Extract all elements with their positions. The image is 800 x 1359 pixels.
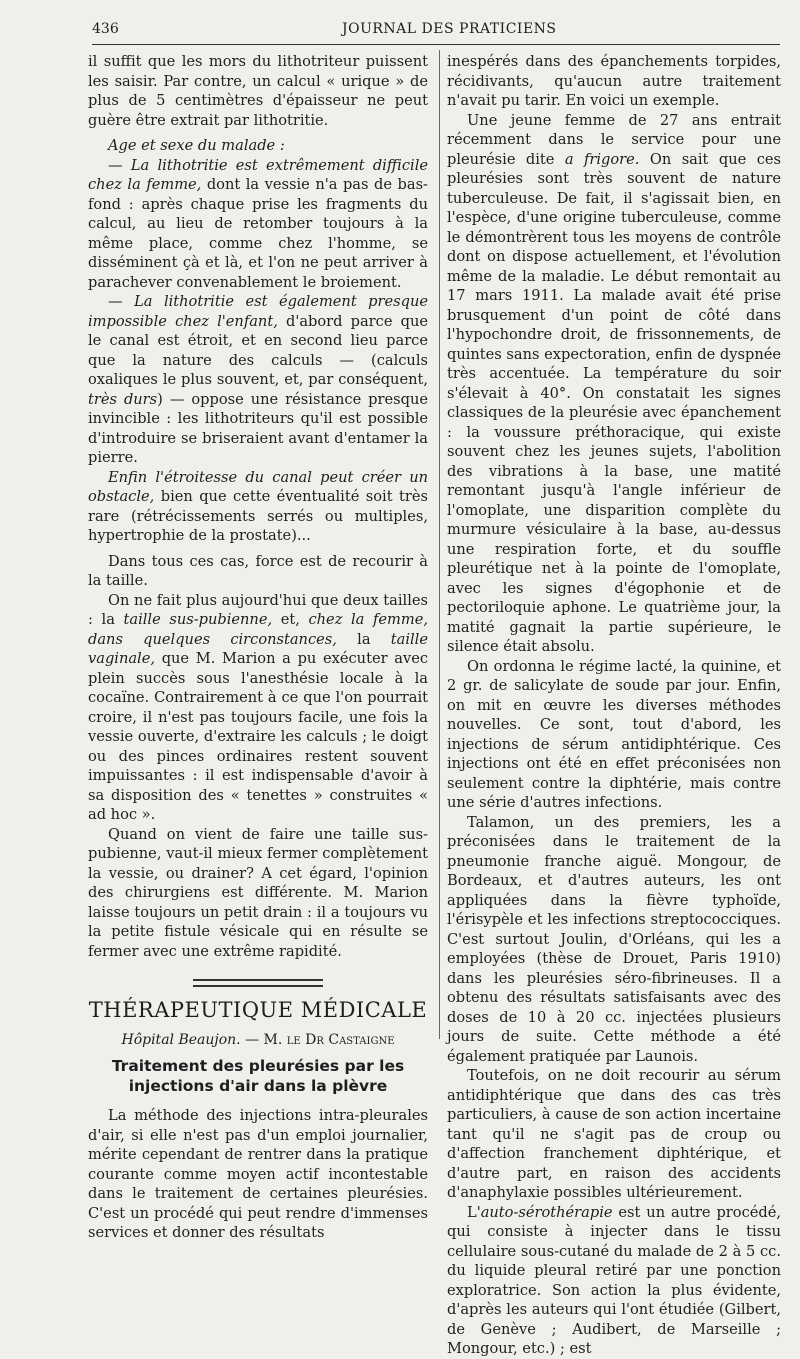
section-divider (193, 979, 323, 987)
right-column (447, 52, 781, 1359)
column-rule (439, 50, 440, 1039)
paragraph: On ordonna le régime lacté, la quinine, et 2 gr. de salicylate de soude par jour. Enfin, on mit en œuvre les diverses méthodes nouvelles. Ce sont, tout d'abord, les injections de sérum antidiphtérique. Ces injections ont été en effet préconisées non seulement contre la diphtérie, mais contre une série d'autres infections. (447, 657, 781, 811)
paragraph: Toutefois, on ne doit recourir au sérum antidiphtérique que dans des cas très particuliers, à cause de son action incertaine tant qu'il ne s'agit pas de croup ou d'affection franchement diphtérique, et d'autre part, en raison des accidents d'anaphylaxie possibles ultérieurement. (447, 1067, 781, 1201)
paragraph: — La lithotritie est également presque impossible chez l'enfant, d'abord parce que le canal est étroit, et en second lieu parce que la nature des calculs — (calculs oxaliques le plus souvent, et, par conséquent, très durs) — oppose une résistance presque invincible : les lithotriteurs qu'il est possible d'introduire se briseraient avant d'entamer la pierre. (88, 293, 429, 466)
paragraph: Talamon, un des premiers, les a préconisées dans le traitement de la pneumonie franche aiguë. Mongour, de Bordeaux, et d'autres auteurs, les ont appliquées dans la fièvre typhoïde, l'érisypèle et les infections streptococciques. C'est surtout Joulin, d'Orléans, qui les a employées (thèse de Drouet, Paris 1910) dans les pleurésies séro-fibrineuses. Il a obtenu des résultats satisfaisants avec des doses de 10 à 20 cc. injectées plusieurs jours de suite. Cette méthode a été également pratiquée par Launois. (447, 813, 781, 1065)
paragraph: L'auto-sérothérapie est un autre procédé, qui consiste à injecter dans le tissu cellulaire sous-cutané du malade de 2 à 5 cc. du liquide pleural retiré par une ponction exploratrice. Son action la plus évidente, d'après les auteurs qui l'ont étudiée (Gilbert, de Genève ; Audibert, de Marseille ; Mongour, etc.) ; est (447, 1203, 781, 1357)
paragraph: Enfin l'étroitesse du canal peut créer un obstacle, bien que cette éventualité soit très rare (rétrécissements serrés ou multiples, hypertrophie de la prostate)... (88, 468, 428, 544)
paragraph: La méthode des injections intra-pleurales d'air, si elle n'est pas d'un emploi journalier, mérite cependant de rentrer dans la pratique courante comme moyen actif incontestable dans le traitement de certaines pleurésies. C'est un procédé qui peut rendre d'immenses services et donner des résultats (88, 1107, 428, 1241)
left-column (88, 52, 428, 1243)
paragraph: Une jeune femme de 27 ans entrait récemment dans le service pour une pleurésie dite a frigore. On sait que ces pleurésies sont très souvent de nature tuberculeuse. De fait, il s'agissait bien, en l'espèce, d'une origine tuberculeuse, comme le démontrèrent tous les moyens de contrôle dont on dispose actuellement, et l'évolution même de la maladie. Le début remontait au 17 mars 1911. La malade avait été prise brusquement d'un point de côté dans l'hypochondre droit, de frissonnements, de quintes sans expectoration, enfin de dyspnée très accentuée. La température du soir s'élevait à 40°. On constatait les signes classiques de la pleurésie avec épanchement : la voussure préthoracique, qui existe souvent chez les jeunes sujets, l'abolition des vibrations à la base, une matité remontant jusqu'à l'angle inférieur de l'omoplate, une disparition complète du murmure vésiculaire à la base, au-dessus une respiration forte, et du souffle pleurétique net à la pointe de l'omoplate, avec les signes d'égophonie et de pectoriloquie aphone. Le quatrième jour, la matité gagnait la partie supérieure, le silence était absolu. (447, 111, 782, 655)
byline: Hôpital Beaujon. — M. le Dr Castaigne (121, 1031, 395, 1048)
section-title: THÉRAPEUTIQUE MÉDICALE (88, 998, 428, 1022)
journal-title: JOURNAL DES PRATICIENS (342, 21, 557, 37)
page-number: 436 (92, 21, 119, 37)
paragraph: Dans tous ces cas, force est de recourir à la taille. (88, 552, 428, 589)
paragraph: Quand on vient de faire une taille sus-pubienne, vaut-il mieux fermer complètement la vessie, ou drainer? A cet égard, l'opinion des chirurgiens est différente. M. Marion laisse toujours un petit drain : il a toujours vu la petite fistule vésicale qui en résulte se fermer avec une extrême rapidité. (88, 825, 428, 960)
paragraph: — La lithotritie est extrêmement difficile chez la femme, dont la vessie n'a pas de bas-fond : après chaque prise les fragments du calcul, au lieu de retomber toujours à la même place, comme chez l'homme, se disséminent çà et là, et l'on ne peut arriver à parachever convenablement le broiement. (88, 156, 428, 291)
paragraph: il suffit que les mors du lithotriteur puissent les saisir. Par contre, un calcul « urique » de plus de 5 centimètres d'épaisseur ne peut guère être extrait par lithotritie. (88, 53, 428, 129)
article-title: Traitement des pleurésies par les injections d'air dans la plèvre (111, 1057, 405, 1095)
paragraph: On ne fait plus aujourd'hui que deux tailles : la taille sus-pubienne, et, chez la femme, dans quelques circonstances, la taille vaginale, que M. Marion a pu exécuter avec plein succès sous l'anesthésie locale à la cocaïne. Contrairement à ce que l'on pourrait croire, il n'est pas toujours facile, une fois la vessie ouverte, d'extraire les calculs ; le doigt ou des pinces ordinaires restent souvent impuissantes : il est indispensable d'avoir à sa disposition des « tenettes » construites « ad hoc ». (88, 591, 428, 823)
subheading-age: Age et sexe du malade : (108, 137, 285, 154)
running-head (92, 18, 780, 45)
paragraph: inespérés dans des épanchements torpides, récidivants, qu'aucun autre traitement n'avait pu tarir. En voici un exemple. (447, 53, 781, 109)
